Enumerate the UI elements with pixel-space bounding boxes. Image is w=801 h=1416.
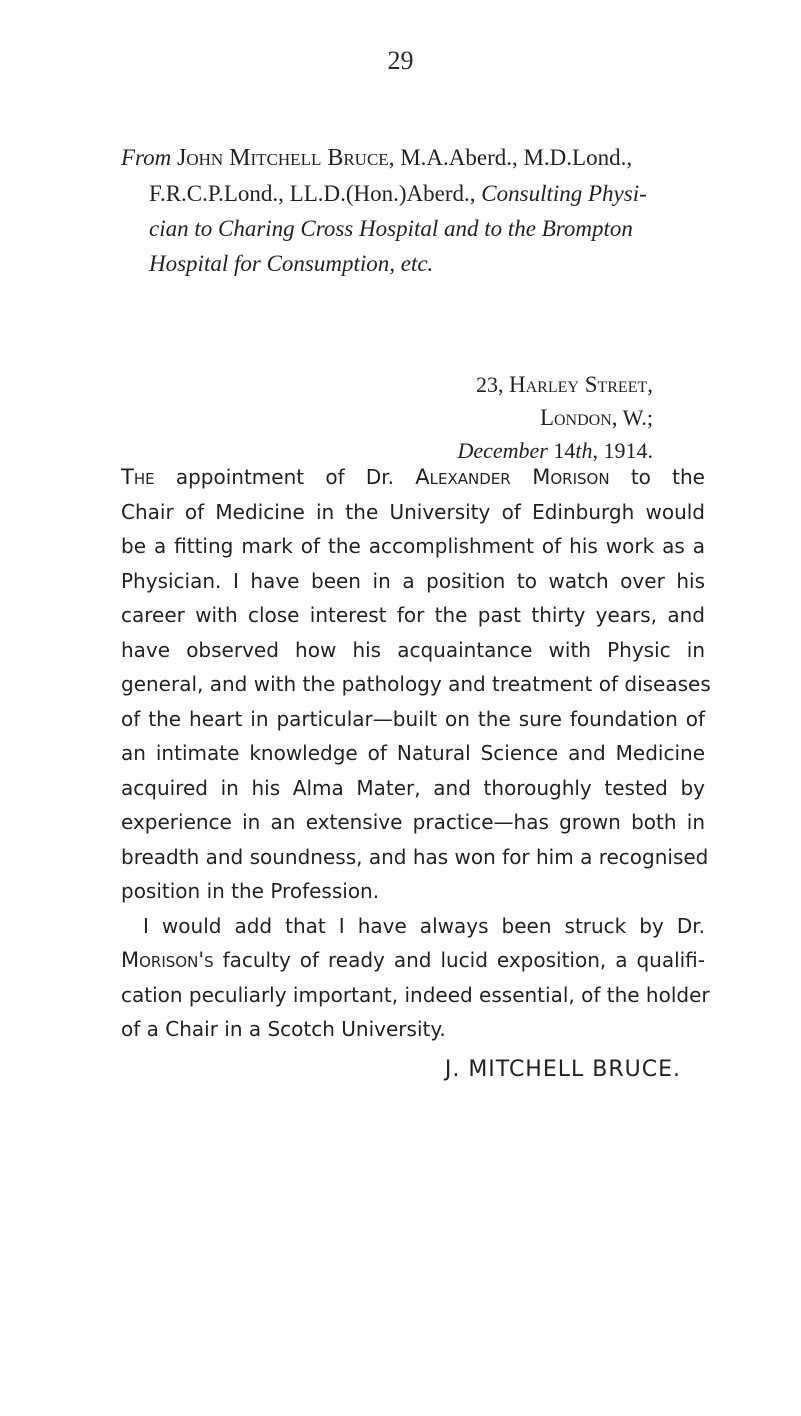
body-line: an intimate knowledge of Natural Science and Medicine [121,741,705,765]
address-street-line [0,368,653,401]
date-day: 14 [547,438,576,463]
body-line: acquired in his Alma Mater, and thoroughly tested by [121,775,705,800]
date-month: December [457,438,548,463]
body-line: career with close interest for the past thirty years, and [121,603,705,627]
body-line: general, and with the pathology and treatment of diseases [121,672,711,696]
body-line: of a Chair in a Scotch University. [121,1017,446,1041]
letter-address [0,368,653,467]
body-line: I would add that I have always been struck by Dr. [143,913,705,938]
letter-heading [121,140,701,281]
page-number: 29 [387,46,414,75]
candidate-name: Alexander Morison [415,465,610,489]
body-text-fragment: appointment of Dr. [154,465,416,489]
body-line: cation peculiarly important, indeed essential, of the holder [121,982,710,1007]
body-line: of the heart in particular—built on the sure foundation of [121,706,705,731]
candidate-surname: Morison's [121,948,214,972]
author-name: John Mitchell Bruce [177,145,389,171]
address-number: 23, [476,372,509,397]
address-district: W.; [617,405,653,430]
body-line [121,460,705,495]
author-position-start: Consulting Physi- [481,181,647,206]
body-text-fragment: to the [609,465,705,489]
heading-line-1 [121,140,701,176]
body-line: be a fitting mark of the accomplishment of his work as a [121,534,705,558]
opening-word: The [121,465,155,489]
body-line: Chair of Medicine in the University of Edinburgh would [121,499,705,524]
heading-from: From [121,145,172,170]
body-line: breadth and soundness, and has won for him a recognised [121,844,709,869]
author-degrees: , M.A.Aberd., M.D.Lond., [388,145,633,170]
body-line [121,943,705,978]
address-city-line [0,401,653,434]
body-line: have observed how his acquaintance with Physic in [121,637,705,662]
letter-body [121,460,711,1047]
date-day-suffix: th [575,438,593,463]
body-line: Physician. I have been in a position to watch over his [121,568,705,593]
heading-line-3: cian to Charing Cross Hospital and to the Brompton [149,216,633,241]
body-line: experience in an extensive practice—has grown both in [121,810,705,834]
body-text-fragment: faculty of ready and lucid exposition, a qualifi- [213,948,705,972]
signature: J. MITCHELL BRUCE. [444,1057,681,1082]
date-year: , 1914. [592,438,653,463]
body-line: position in the Profession. [121,879,380,903]
address-city: London, [539,405,618,430]
heading-line-2 [121,176,701,211]
address-street: Harley Street, [509,372,653,397]
author-qualifications: F.R.C.P.Lond., LL.D.(Hon.)Aberd., [149,181,482,206]
heading-line-4: Hospital for Consumption, etc. [149,251,434,276]
